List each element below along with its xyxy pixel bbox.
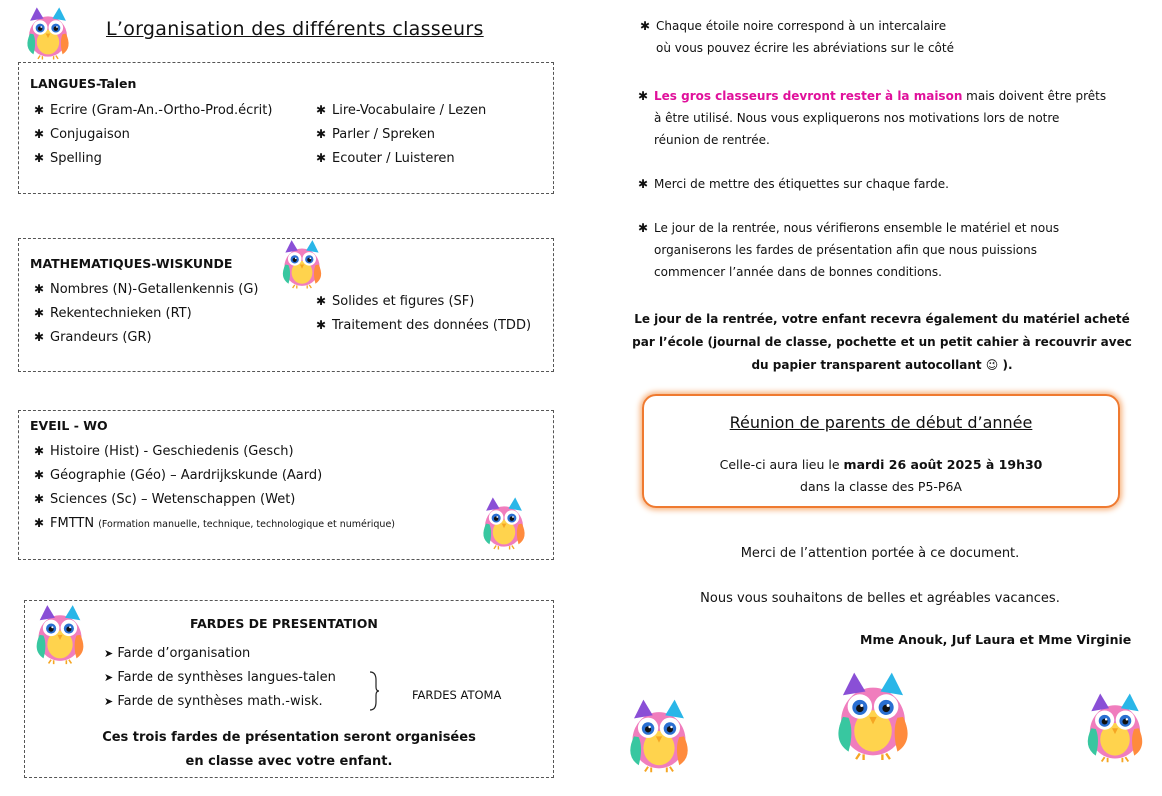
maths-item: ✱ Nombres (N)-Getallenkennis (G) xyxy=(34,282,259,297)
fardes-heading: FARDES DE PRESENTATION xyxy=(190,616,378,631)
owl-icon xyxy=(620,692,698,776)
holidays-text: Nous vous souhaitons de belles et agréables vacances. xyxy=(700,591,1060,606)
langues-item: ✱ Parler / Spreken xyxy=(316,127,436,142)
owl-icon xyxy=(476,492,532,552)
material-note: Le jour de la rentrée, votre enfant recevra également du matériel acheté par l’école (journal de classe, pochette et un petit cahier à recouvrir avec du papier transparent autocollant 😉 ). xyxy=(632,312,1132,372)
eveil-item: ✱ Géographie (Géo) – Aardrijkskunde (Aard) xyxy=(34,468,323,483)
fardes-note: Ces trois fardes de présentation seront organisées en classe avec votre enfant. xyxy=(102,730,476,769)
maths-heading: MATHEMATIQUES-WISKUNDE xyxy=(30,256,233,271)
maths-item: ✱ Solides et figures (SF) xyxy=(316,294,475,309)
owl-icon xyxy=(276,234,328,292)
brace-icon xyxy=(368,670,380,712)
langues-item: ✱ Conjugaison xyxy=(34,127,130,142)
farde-item: ➤ Farde de synthèses langues-talen xyxy=(104,670,336,685)
owl-logo-icon xyxy=(20,2,76,62)
maths-item: ✱ Traitement des données (TDD) xyxy=(316,318,532,333)
langues-item: ✱ Lire-Vocabulaire / Lezen xyxy=(316,103,487,118)
fardes-atoma-label: FARDES ATOMA xyxy=(412,688,502,702)
meeting-details: Celle-ci aura lieu le mardi 26 août 2025 à 19h30 dans la classe des P5-P6A xyxy=(719,457,1043,494)
owl-icon xyxy=(1078,682,1152,770)
meeting-title: Réunion de parents de début d’année xyxy=(729,413,1033,432)
eveil-heading: EVEIL - WO xyxy=(30,418,108,433)
info-bullet-2: ✱ Les gros classeurs devront rester à la maison mais doivent être prêts à être utilisé. Nous vous expliquerons nos motivations lors de notre réunion de rentrée. xyxy=(638,89,1107,147)
farde-item: ➤ Farde d’organisation xyxy=(104,646,251,661)
eveil-item: ✱ FMTTN (Formation manuelle, technique, technologique et numérique) xyxy=(34,516,395,531)
owl-icon xyxy=(826,662,920,766)
page-title: L’organisation des différents classeurs xyxy=(106,18,484,40)
eveil-item: ✱ Histoire (Hist) - Geschiedenis (Gesch) xyxy=(34,444,294,459)
thanks-text: Merci de l’attention portée à ce document. xyxy=(740,546,1020,561)
langues-heading: LANGUES-Talen xyxy=(30,76,137,91)
owl-icon xyxy=(28,600,92,666)
langues-item: ✱ Ecrire (Gram-An.-Ortho-Prod.écrit) xyxy=(34,103,273,118)
maths-item: ✱ Rekentechnieken (RT) xyxy=(34,306,192,321)
signature: Mme Anouk, Juf Laura et Mme Virginie xyxy=(860,632,1132,647)
langues-item: ✱ Spelling xyxy=(34,151,102,166)
farde-item: ➤ Farde de synthèses math.-wisk. xyxy=(104,694,323,709)
eveil-item: ✱ Sciences (Sc) – Wetenschappen (Wet) xyxy=(34,492,296,507)
wink-emoji-icon: 😉 xyxy=(985,358,999,372)
info-bullet-1: ✱ Chaque étoile noire correspond à un intercalaire où vous pouvez écrire les abréviations sur le côté xyxy=(640,19,954,55)
langues-item: ✱ Ecouter / Luisteren xyxy=(316,151,455,166)
info-bullet-4: ✱ Le jour de la rentrée, nous vérifierons ensemble le matériel et nous organiserons les fardes de présentation afin que nous puissions commencer l’année dans de bonnes conditions. xyxy=(638,221,1060,279)
info-bullet-3: ✱ Merci de mettre des étiquettes sur chaque farde. xyxy=(638,177,949,191)
maths-item: ✱ Grandeurs (GR) xyxy=(34,330,152,345)
